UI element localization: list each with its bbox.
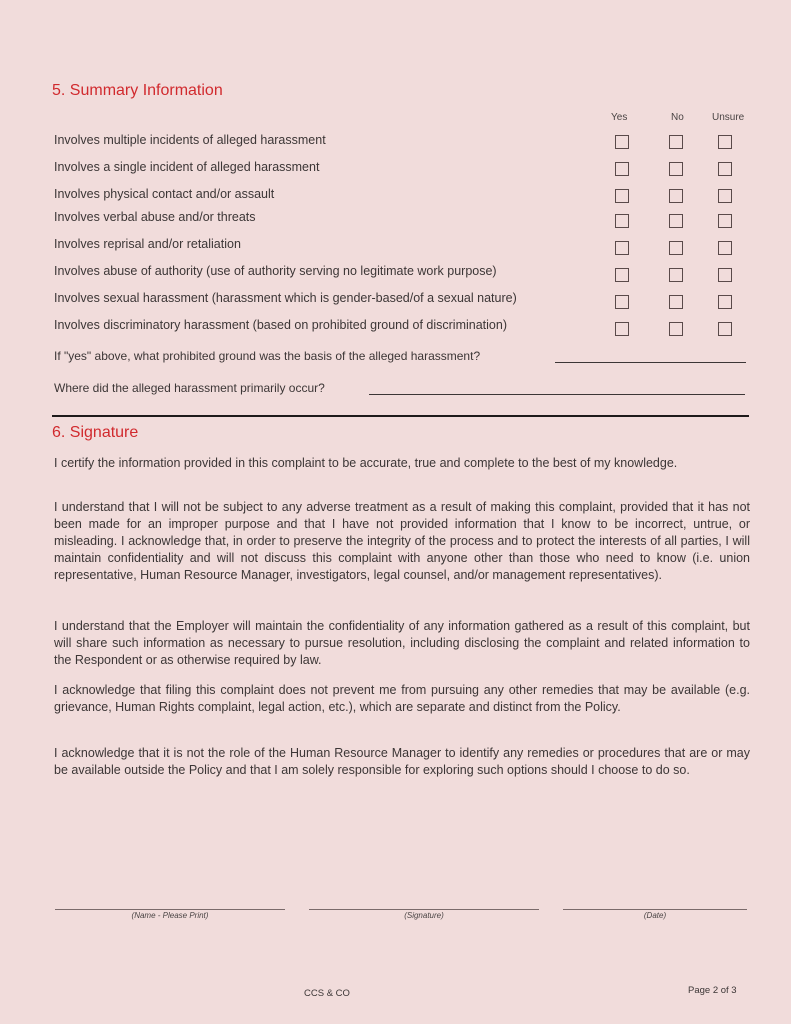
checkbox-no[interactable] [669, 162, 683, 176]
checkbox-no[interactable] [669, 268, 683, 282]
checkbox-yes[interactable] [615, 322, 629, 336]
summary-item-label: Involves reprisal and/or retaliation [54, 237, 241, 251]
checkbox-unsure[interactable] [718, 162, 732, 176]
checkbox-no[interactable] [669, 295, 683, 309]
checkbox-yes[interactable] [615, 189, 629, 203]
summary-item-label: Involves sexual harassment (harassment which is gender-based/of a sexual nature) [54, 291, 517, 305]
date-label: (Date) [643, 911, 667, 920]
location-question: Where did the alleged harassment primarily occur? [54, 381, 325, 395]
checkbox-yes[interactable] [615, 135, 629, 149]
prohibited-ground-field[interactable] [555, 362, 746, 363]
certify-paragraph: I certify the information provided in this complaint to be accurate, true and complete to the best of my knowledge. [54, 456, 678, 470]
adverse-treatment-paragraph: I understand that I will not be subject to any adverse treatment as a result of making this complaint, provided that it has not been made for an improper purpose and that I have not provided information that I know to be incorrect, untrue, or misleading. I acknowledge that, in order to preserve the integrity of the process and to protect the interests of all parties, I will maintain confidentiality and will not discuss this complaint with anyone other than those who need to know (i.e. union representative, Human Resource Manager, investigators, legal counsel, and/or management representatives). [54, 500, 750, 582]
column-yes: Yes [611, 112, 628, 123]
name-field[interactable] [55, 909, 285, 910]
checkbox-unsure[interactable] [718, 295, 732, 309]
checkbox-yes[interactable] [615, 268, 629, 282]
summary-item-label: Involves physical contact and/or assault [54, 187, 275, 201]
remedies-paragraph: I acknowledge that filing this complaint does not prevent me from pursuing any other remedies that may be available (e.g. grievance, Human Rights complaint, legal action, etc.), which are separate and distinct from the Policy. [54, 683, 750, 714]
checkbox-unsure[interactable] [718, 268, 732, 282]
company-name: CCS & CO [304, 988, 350, 999]
summary-item-label: Involves verbal abuse and/or threats [54, 210, 256, 224]
summary-item-label: Involves abuse of authority (use of authority serving no legitimate work purpose) [54, 264, 497, 278]
responsibility-paragraph: I acknowledge that it is not the role of the Human Resource Manager to identify any remedies or procedures that are or may be available outside the Policy and that I am solely responsible for exploring such options should I choose to do so. [54, 746, 750, 777]
page-number: Page 2 of 3 [688, 985, 737, 996]
summary-item-label: Involves discriminatory harassment (based on prohibited ground of discrimination) [54, 318, 507, 332]
signature-heading: 6. Signature [52, 424, 139, 441]
prohibited-ground-question: If "yes" above, what prohibited ground was the basis of the alleged harassment? [54, 349, 481, 363]
checkbox-no[interactable] [669, 241, 683, 255]
checkbox-no[interactable] [669, 214, 683, 228]
checkbox-yes[interactable] [615, 241, 629, 255]
column-no: No [671, 112, 684, 123]
checkbox-unsure[interactable] [718, 322, 732, 336]
checkbox-no[interactable] [669, 135, 683, 149]
date-field[interactable] [563, 909, 747, 910]
summary-item-label: Involves multiple incidents of alleged harassment [54, 133, 326, 147]
checkbox-unsure[interactable] [718, 241, 732, 255]
checkbox-no[interactable] [669, 189, 683, 203]
checkbox-unsure[interactable] [718, 214, 732, 228]
section-divider [52, 415, 749, 417]
summary-item-label: Involves a single incident of alleged harassment [54, 160, 320, 174]
checkbox-unsure[interactable] [718, 135, 732, 149]
checkbox-yes[interactable] [615, 162, 629, 176]
checkbox-yes[interactable] [615, 295, 629, 309]
signature-label: (Signature) [404, 911, 444, 920]
name-label: (Name - Please Print) [131, 911, 209, 920]
signature-field[interactable] [309, 909, 539, 910]
summary-heading: 5. Summary Information [52, 82, 223, 99]
location-field[interactable] [369, 394, 745, 395]
column-unsure: Unsure [712, 112, 745, 123]
checkbox-no[interactable] [669, 322, 683, 336]
checkbox-yes[interactable] [615, 214, 629, 228]
checkbox-unsure[interactable] [718, 189, 732, 203]
confidentiality-paragraph: I understand that the Employer will maintain the confidentiality of any information gathered as a result of this complaint, but will share such information as necessary to pursue resolution, including disclosing the complaint and related information to the Respondent or as otherwise required by law. [54, 619, 750, 667]
